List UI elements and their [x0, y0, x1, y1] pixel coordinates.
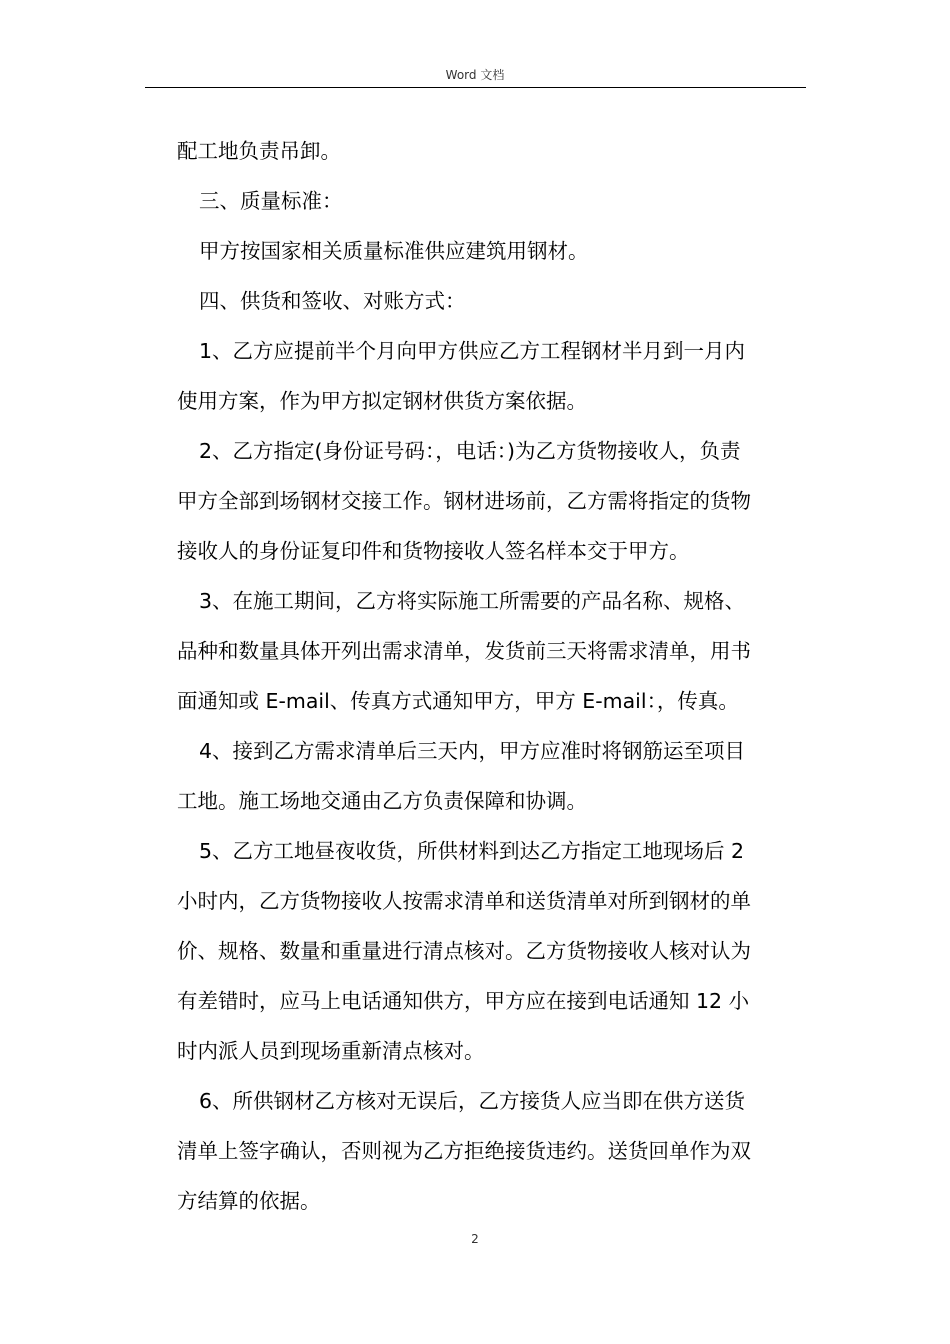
body-line: 2、乙方指定(身份证号码：，电话：)为乙方货物接收人，负责 — [199, 439, 741, 463]
page-number: 2 — [471, 1232, 479, 1246]
body-line: 1、乙方应提前半个月向甲方供应乙方工程钢材半月到一月内 — [199, 339, 746, 363]
body-line: 时内派人员到现场重新清点核对。 — [177, 1039, 485, 1063]
body-line: 四、供货和签收、对账方式： — [199, 289, 466, 313]
body-line: 4、接到乙方需求清单后三天内，甲方应准时将钢筋运至项目 — [199, 739, 746, 763]
body-line: 6、所供钢材乙方核对无误后，乙方接货人应当即在供方送货 — [199, 1089, 746, 1113]
body-line: 配工地负责吊卸。 — [177, 139, 341, 163]
body-line: 小时内，乙方货物接收人按需求清单和送货清单对所到钢材的单 — [177, 889, 751, 913]
body-line: 3、在施工期间，乙方将实际施工所需要的产品名称、规格、 — [199, 589, 746, 613]
body-line: 接收人的身份证复印件和货物接收人签名样本交于甲方。 — [177, 539, 690, 563]
body-line: 甲方按国家相关质量标准供应建筑用钢材。 — [199, 239, 589, 263]
body-line: 使用方案，作为甲方拟定钢材供货方案依据。 — [177, 389, 587, 413]
body-line: 5、乙方工地昼夜收货，所供材料到达乙方指定工地现场后 2 — [199, 839, 745, 863]
body-line: 工地。施工场地交通由乙方负责保障和协调。 — [177, 789, 587, 813]
body-line: 甲方全部到场钢材交接工作。钢材进场前，乙方需将指定的货物 — [177, 489, 751, 513]
document-body — [177, 126, 807, 1226]
body-line: 有差错时，应马上电话通知供方，甲方应在接到电话通知 12 小 — [177, 989, 750, 1013]
body-line: 清单上签字确认，否则视为乙方拒绝接货违约。送货回单作为双 — [177, 1139, 751, 1163]
page-header-title: Word 文档 — [445, 68, 505, 82]
body-line: 三、质量标准： — [199, 189, 343, 213]
body-line: 方结算的依据。 — [177, 1189, 321, 1213]
body-line: 面通知或 E-mail、传真方式通知甲方，甲方 E-mail：，传真。 — [177, 689, 739, 713]
body-line: 品种和数量具体开列出需求清单，发货前三天将需求清单，用书 — [177, 639, 751, 663]
header-divider — [145, 87, 806, 88]
body-line: 价、规格、数量和重量进行清点核对。乙方货物接收人核对认为 — [177, 939, 751, 963]
